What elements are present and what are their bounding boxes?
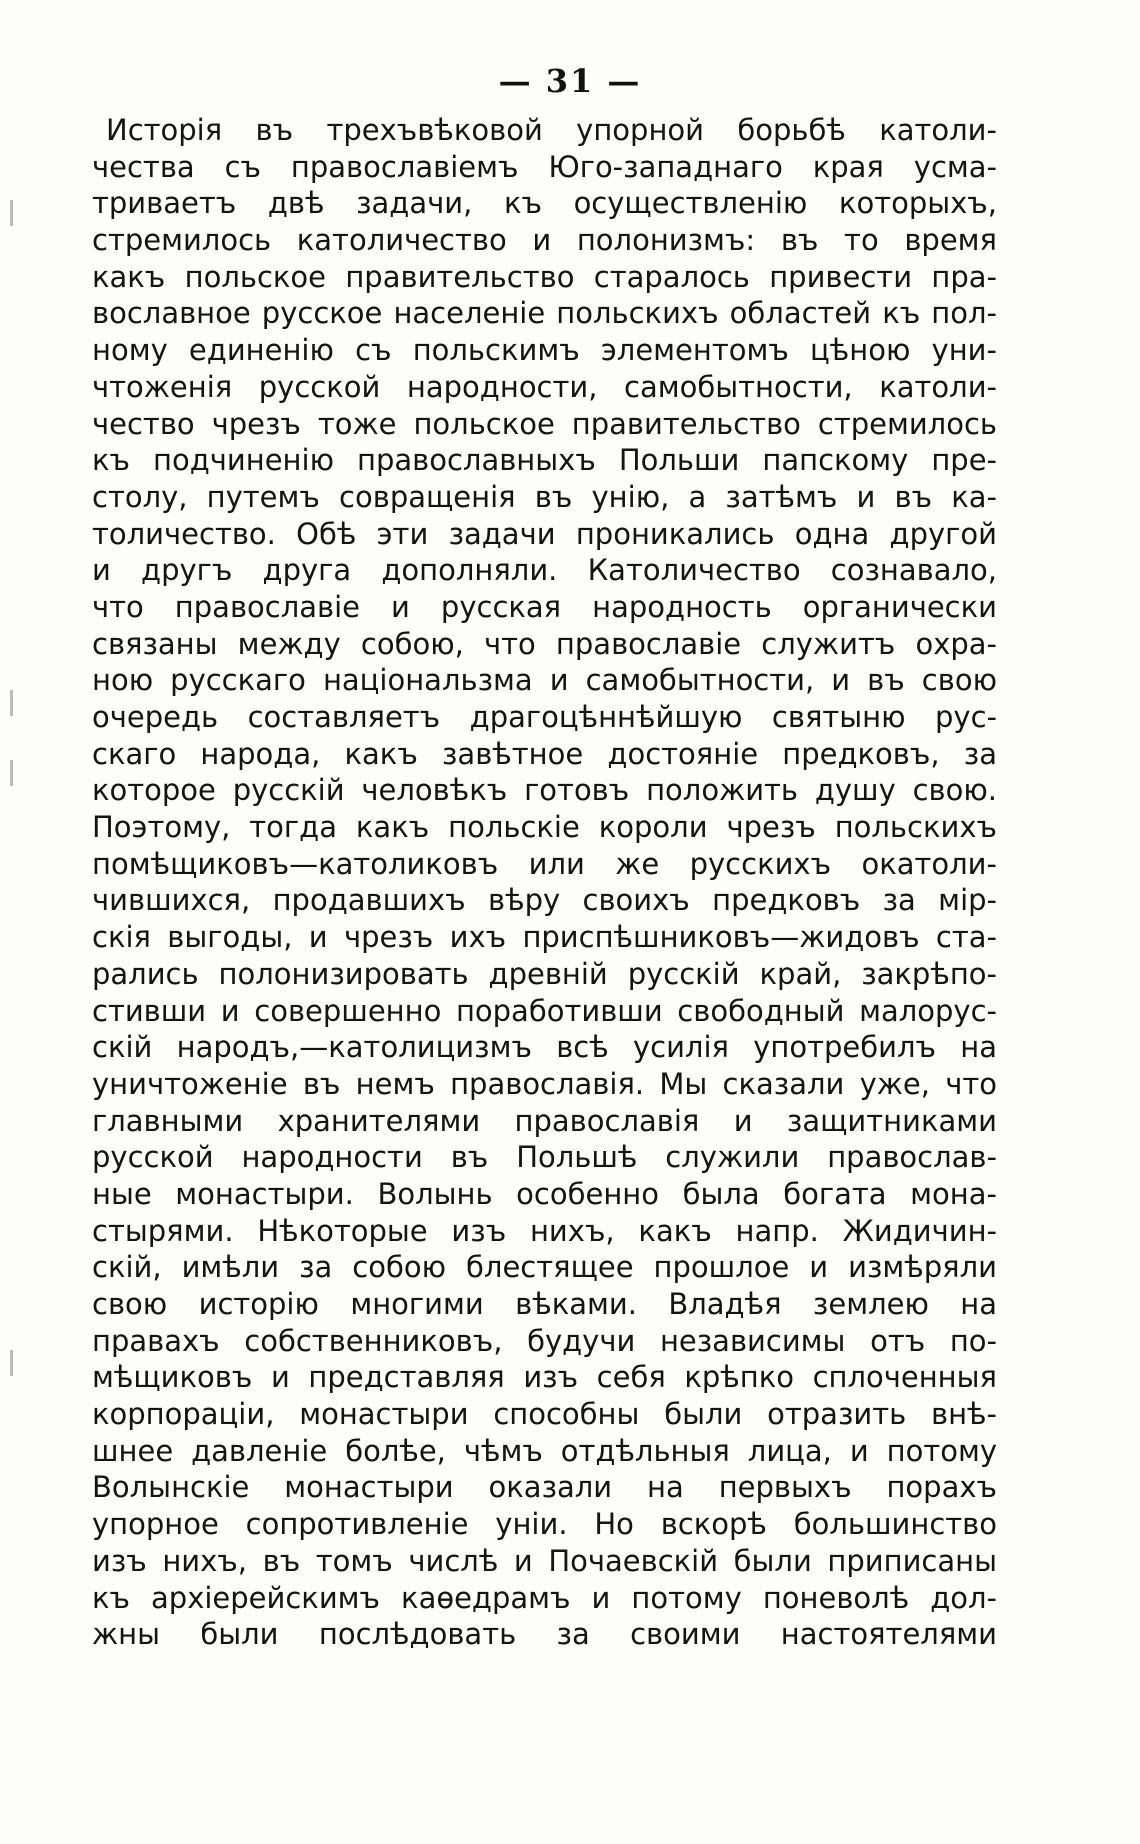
text-line: помѣщиковъ—католиковъ или же русскихъ окатоли-: [92, 846, 997, 881]
text-line: къ подчиненію православныхъ Польши папскому пре-: [92, 443, 997, 478]
text-line: толичество. Обѣ эти задачи проникались одна другой: [92, 516, 997, 551]
text-line: ною русскаго національзма и самобытности, и въ свою: [92, 663, 997, 698]
text-line: скій, имѣли за собою блестящее прошлое и измѣряли: [92, 1250, 997, 1285]
text-line: чтоженія русской народности, самобытности, католи-: [92, 369, 997, 404]
text-line: столу, путемъ совращенія въ унію, а затѣмъ и въ ка-: [92, 479, 997, 514]
text-line: что православіе и русская народность органически: [92, 589, 997, 624]
text-line: стремилось католичество и полонизмъ: въ то время: [92, 223, 997, 258]
text-line: главными хранителями православія и защитниками: [92, 1103, 997, 1138]
text-line: къ архіерейскимъ каѳедрамъ и потому поневолѣ дол-: [92, 1580, 997, 1615]
text-line: Поэтому, тогда какъ польскіе короли чрезъ польскихъ: [92, 810, 997, 845]
text-line: триваетъ двѣ задачи, къ осуществленію которыхъ,: [92, 186, 997, 221]
text-line: правахъ собственниковъ, будучи независимы отъ по-: [92, 1323, 997, 1358]
text-line: которое русскій человѣкъ готовъ положить душу свою.: [92, 773, 997, 808]
text-line: ному единенію съ польскимъ элементомъ цѣною уни-: [92, 333, 997, 368]
text-line: изъ нихъ, въ томъ числѣ и Почаевскій были приписаны: [92, 1543, 997, 1578]
margin-mark: [10, 760, 13, 786]
text-line: чество чрезъ тоже польское правительство стремилось: [92, 406, 997, 441]
text-line: жны были послѣдовать за своими настоятелями: [92, 1617, 997, 1652]
margin-mark: [10, 1350, 13, 1376]
text-line: и другъ друга дополняли. Католичество сознавало,: [92, 553, 997, 588]
text-line: скаго народа, какъ завѣтное достояніе предковъ, за: [92, 736, 997, 771]
text-line: чившихся, продавшихъ вѣру своихъ предковъ за мір-: [92, 883, 997, 918]
text-line: чества съ православіемъ Юго-западнаго края усма-: [92, 149, 997, 184]
text-line: корпораціи, монастыри способны были отразить внѣ-: [92, 1397, 997, 1432]
text-line: шнее давленіе болѣе, чѣмъ отдѣльныя лица, и потому: [92, 1433, 997, 1468]
text-line: уничтоженіе въ немъ православія. Мы сказали уже, что: [92, 1066, 997, 1101]
text-line: вославное русское населеніе польскихъ областей къ пол-: [92, 296, 997, 331]
text-line: мѣщиковъ и представляя изъ себя крѣпко сплоченныя: [92, 1360, 997, 1395]
margin-mark: [10, 690, 13, 716]
page-number: — 31 —: [498, 62, 642, 100]
text-line: связаны между собою, что православіе служитъ охра-: [92, 626, 997, 661]
text-line: какъ польское правительство старалось привести пра-: [92, 259, 997, 294]
text-line: свою исторію многими вѣками. Владѣя землею на: [92, 1287, 997, 1321]
body-text: [92, 112, 997, 1653]
text-line: Волынскіе монастыри оказали на первыхъ порахъ: [92, 1470, 997, 1505]
margin-mark: [10, 200, 13, 226]
text-line: упорное сопротивленіе уніи. Но вскорѣ большинство: [92, 1507, 997, 1542]
text-line: скія выгоды, и чрезъ ихъ приспѣшниковъ—жидовъ ста-: [92, 920, 997, 955]
text-line: рались полонизировать древній русскій край, закрѣпо-: [92, 956, 997, 991]
text-line: Исторія въ трехъвѣковой упорной борьбѣ католи-: [106, 113, 997, 147]
text-line: скій народъ,—католицизмъ всѣ усилія употребилъ на: [92, 1030, 997, 1065]
text-line: русской народности въ Польшѣ служили православ-: [92, 1140, 997, 1175]
text-line: стивши и совершенно поработивши свободный малорус-: [92, 993, 997, 1028]
text-line: стырями. Нѣкоторые изъ нихъ, какъ напр. Жидичин-: [92, 1213, 997, 1248]
text-line: очередь составляетъ драгоцѣннѣйшую святыню рус-: [92, 700, 997, 734]
text-line: ные монастыри. Волынь особенно была богата мона-: [92, 1176, 997, 1211]
